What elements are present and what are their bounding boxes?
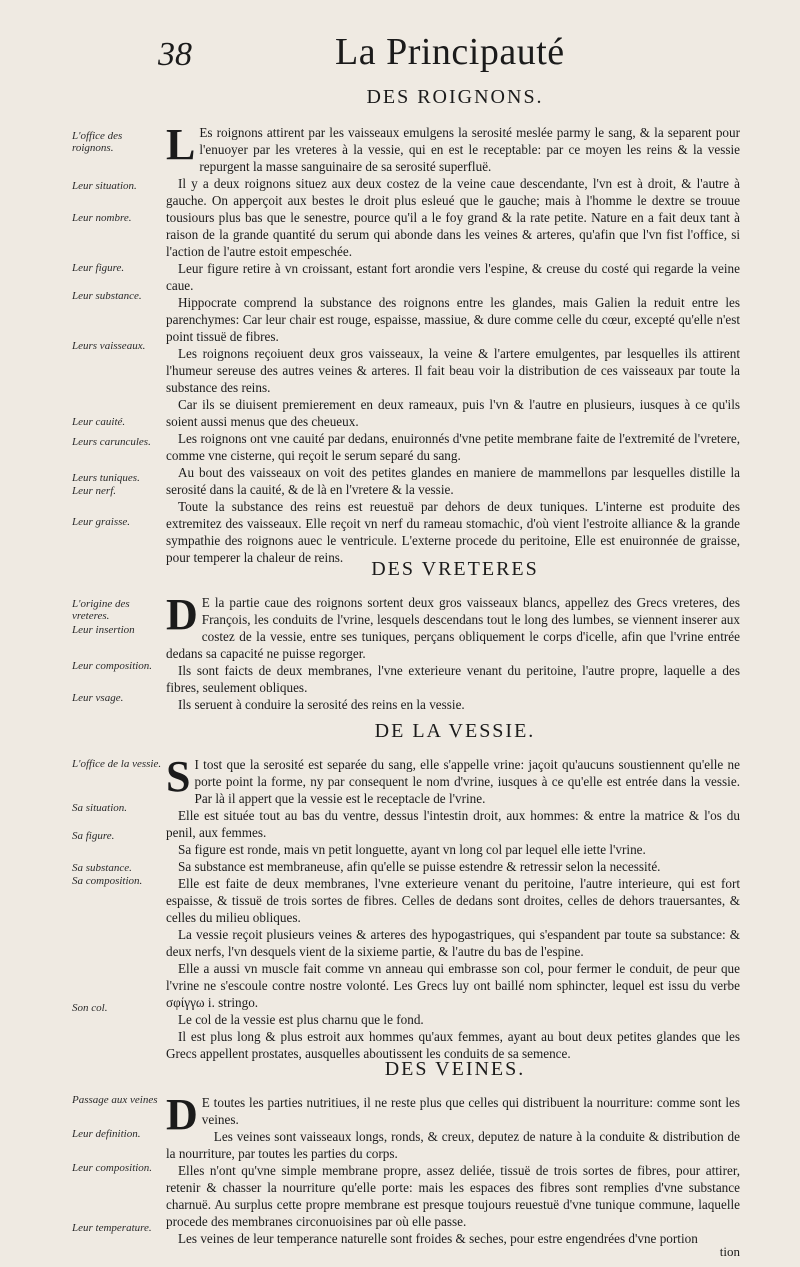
paragraph: Les veines de leur temperance naturelle sont froides & seches, pour estre engendrées d'vne portion [178, 1231, 698, 1246]
margin-note: Sa figure. [72, 830, 115, 842]
paragraph: Les veines sont vaisseaux longs, ronds, & creux, deputez de nature à la conduite & distribution de la nourriture, par toutes les parties du corps. [166, 1129, 740, 1161]
margin-note: Leur temperature. [72, 1222, 152, 1234]
paragraph: Les roignons reçoiuent deux gros vaisseaux, la veine & l'artere emulgentes, par lesquelles ils attirent l'humeur sereuse des autres veines & arteres. Il fait beau voir la distribution de ces vaisseaux par toute la substance des reins. [166, 346, 740, 395]
margin-note: Leur composition. [72, 660, 153, 672]
section-body-veines [166, 1090, 740, 1247]
paragraph: S I tost que la serosité est separée du sang, elle s'appelle vrine: jaçoit qu'aucuns soustiennent qu'elle ne porte point la forme, ny par consequent le nom d'vrine, iusques à ce qu'elle est entrée dans la vessie. Par là il appert que la vessie est le receptacle de l'vrine. [166, 752, 740, 806]
section-title-veines: DES VEINES. [384, 1058, 526, 1080]
paragraph: D E la partie caue des roignons sortent deux gros vaisseaux blancs, appellez des Grecs vreteres, des François, les conduits de l'vrine, lesquels descendans tout le long des lumbes, se viennent inserer aux costez de la vessie, entre ses tuniques, perçans obliquement le corps d'icelle, afin que l'vrine entrée dedans sa capacité ne puisse regorger. [166, 590, 740, 661]
paragraph: Car ils se diuisent premierement en deux rameaux, puis l'vn & l'autre en plusieurs, iusques à ce qu'ils soient aussi menus que des cheueux. [166, 397, 740, 429]
drop-cap: S [166, 752, 191, 801]
margin-note: Leur cauité. [72, 416, 126, 428]
paragraph: Toute la substance des reins est reuestuë par dehors de deux tuniques. L'interne est produite des extremitez des vaisseaux. Elle reçoit vn nerf du rameau stomachic, d'où vient l'estroite alliance & la grande sympathie des roignons auec le ventricule. L'externe procede du peritoine, Elle est enuironnée de graisse, pour temperer la chaleur de reins. [166, 499, 740, 565]
paragraph: Elle est faite de deux membranes, l'vne exterieure venant du peritoine, l'autre interieure, qui est fort espaisse, & tissuë de trois sortes de fibres. Celles de dedans sont droites, celles de dehors trauersantes, & celles du milieu obliques. [166, 876, 740, 925]
margin-note: L'origine des vreteres. [72, 598, 130, 622]
paragraph: Elles n'ont qu'vne simple membrane propre, assez deliée, tissuë de trois sortes de fibres, pour attirer, retenir & chasser la nourriture qu'elle porte: mais les espaces des fibres sont remplies d'vne substance charnuë. Au surplus cette propre membrane est presque toujours reuestuë d'vne tunique commune, laquelle procede des membranes circonuoisines par où elle passe. [166, 1163, 740, 1229]
paragraph: D E toutes les parties nutritiues, il ne reste plus que celles qui distribuent la nourriture: comme sont les veines. [166, 1090, 740, 1139]
margin-note: Leur composition. [72, 1162, 153, 1174]
paragraph: Hippocrate comprend la substance des roignons entre les glandes, mais Galien la reduit entre les parenchymes: Car leur chair est rouge, espaisse, massiue, & dure comme celle du cœur, excepté qu'elle n'est point tissuë de fibres. [166, 295, 740, 344]
margin-note: Sa composition. [72, 875, 143, 887]
paragraph: Leur figure retire à vn croissant, estant fort arondie vers l'espine, & creuse du costé qui regarde la veine caue. [166, 261, 740, 293]
paragraph: Sa figure est ronde, mais vn petit longuette, ayant vn long col par lequel elle iette l'vrine. [178, 842, 646, 857]
section-title-vreteres: DES VRETERES [371, 558, 539, 580]
margin-note: Leur nerf. [72, 485, 116, 497]
margin-note: Leur situation. [72, 180, 137, 192]
paragraph: Il y a deux roignons situez aux deux costez de la veine caue descendante, l'vn est à droit, & l'autre à gauche. On apperçoit aux bestes le droit plus esleué que le gauche; mais à l'homme le dextre se trouue tousiours plus bas que le senestre, pource qu'il a le foy grand & la rate petite. Nature en a fait deux tant à raison de la grande quantité du serum qui abonde dans les veines & arteres, qu'afin que l'vn fist l'office, si l'action de l'autre estoit empeschée. [166, 176, 740, 259]
margin-note: Leur substance. [72, 290, 142, 302]
margin-note: Son col. [72, 1002, 108, 1014]
margin-note: Leur definition. [72, 1128, 141, 1140]
margin-note: L'office de la vessie. [72, 758, 162, 770]
margin-note: Sa situation. [72, 802, 128, 814]
drop-cap: L [166, 120, 196, 169]
margin-note: Passage aux veines [72, 1094, 158, 1106]
paragraph: L Es roignons attirent par les vaisseaux emulgens la serosité meslée parmy le sang, & la separent pour l'enuoyer par les vreteres à la vessie, qui en est le receptable: par ce moyen les reins & la vessie repurgent la masse sanguinaire de sa serosité superfluë. [166, 120, 740, 174]
paragraph: Ils sont faicts de deux membranes, l'vne exterieure venant du peritoine, l'autre propre, laquelle a des fibres, seulement obliques. [166, 663, 740, 695]
paragraph: La vessie reçoit plusieurs veines & arteres des hypogastriques, qui s'espandent par toute sa substance: & deux nerfs, l'vn desquels vient de la sixieme partie, & l'autre du bas de l'espine. [166, 927, 740, 959]
drop-cap: D [166, 590, 198, 639]
section-body-vessie [166, 752, 740, 1062]
paragraph: Au bout des vaisseaux on voit des petites glandes en maniere de mammellons par lesquelles distille la serosité dans la cauité, & de là en l'vretere & la vessie. [166, 465, 740, 497]
margin-note: Leurs vaisseaux. [72, 340, 146, 352]
paragraph: Elle a aussi vn muscle fait comme vn anneau qui embrasse son col, pour fermer le conduit, de peur que l'vrine ne s'escoule contre nostre volonté. Les Grecs luy ont baillé nom sphincter, lequel est issu du verbe σφίγγω i. stringo. [166, 961, 740, 1010]
running-title: La Principauté [335, 31, 565, 73]
section-title-vessie: DE LA VESSIE. [374, 720, 536, 742]
paragraph: Le col de la vessie est plus charnu que le fond. [178, 1012, 424, 1027]
page-header [0, 28, 800, 78]
margin-note: L'office des roignons. [72, 130, 123, 154]
margin-note: Leur insertion [72, 624, 135, 636]
section-title-roignons: DES ROIGNONS. [366, 86, 544, 108]
paragraph: Elle est située tout au bas du ventre, dessus l'intestin droit, aux hommes: & entre la matrice & l'os du penil, aux femmes. [166, 808, 740, 840]
paragraph: Les roignons ont vne cauité par dedans, enuironnés d'vne petite membrane faite de l'extremité de l'vretere, comme vne cisterne, qui reçoit le serum separé du sang. [166, 431, 740, 463]
margin-note: Leur vsage. [72, 692, 124, 704]
margin-note: Leurs tuniques. [72, 472, 140, 484]
margin-note: Leur nombre. [72, 212, 132, 224]
paragraph: Ils seruent à conduire la serosité des reins en la vessie. [178, 697, 465, 712]
section-body-roignons [166, 120, 740, 566]
page-number: 38 [158, 36, 192, 73]
paragraph: Sa substance est membraneuse, afin qu'elle se puisse estendre & retressir selon la necessité. [178, 859, 661, 874]
section-body-vreteres [166, 590, 740, 713]
catchword: tion [719, 1244, 740, 1259]
paragraph: Il est plus long & plus estroit aux hommes qu'aux femmes, ayant au bout deux petites glandes que les Grecs appellent prostates, ausquelles aboutissent les conduits de sa semence. [166, 1029, 740, 1061]
margin-note: Leur graisse. [72, 516, 131, 528]
margin-note: Sa substance. [72, 862, 132, 874]
drop-cap: D [166, 1090, 198, 1139]
margin-note: Leurs caruncules. [72, 436, 151, 448]
margin-note: Leur figure. [72, 262, 125, 274]
